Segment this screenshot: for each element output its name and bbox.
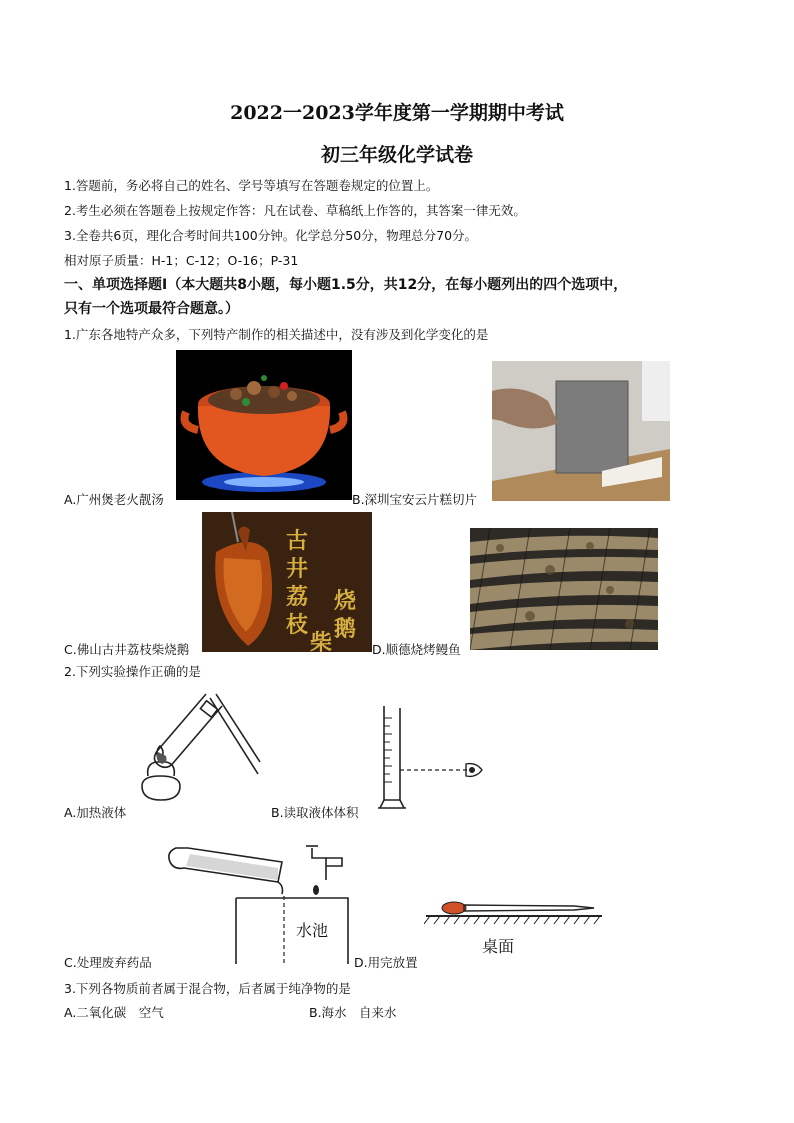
section-heading-line1: 一、单项选择题Ⅰ（本大题共8小题，每小题1.5分，共12分，在每小题列出的四个选项中，: [64, 277, 628, 293]
q3-option-a: A.二氧化碳 空气: [64, 1005, 164, 1020]
q1-option-d: D.顺德烧烤鳗鱼: [372, 642, 461, 657]
q1-image-c-char-3: 荔: [286, 585, 309, 610]
q3-stem: 3.下列各物质前者属于混合物，后者属于纯净物的是: [64, 981, 351, 996]
atomic-masses: 相对原子质量：H-1；C-12；O-16；P-31: [64, 253, 299, 268]
q1-image-clay-pot: [176, 350, 352, 500]
q2-option-b: B.读取液体体积: [271, 805, 359, 820]
q2-diagram-dropper: [424, 894, 604, 964]
exam-title: 2022一2023学年度第一学期期中考试: [230, 102, 564, 124]
instruction-2: 2.考生必须在答题卷上按规定作答：凡在试卷、草稿纸上作答的，其答案一律无效。: [64, 203, 526, 218]
q1-option-b: B.深圳宝安云片糕切片: [352, 492, 478, 507]
q1-option-a: A.广州煲老火靓汤: [64, 492, 164, 507]
exam-subtitle: 初三年级化学试卷: [320, 144, 473, 166]
q2-stem: 2.下列实验操作正确的是: [64, 664, 201, 679]
q1-image-cake-cutting: [492, 361, 670, 501]
q1-image-c-char-7: 鹅: [334, 617, 357, 642]
q2-option-c: C.处理废弃药品: [64, 955, 152, 970]
q1-image-roast-goose: [202, 512, 372, 652]
q1-image-c-char-6: 烧: [334, 589, 357, 614]
instruction-1: 1.答题前，务必将自己的姓名、学号等填写在答题卷规定的位置上。: [64, 178, 439, 193]
q1-option-c: C.佛山古井荔枝柴烧鹅: [64, 642, 190, 657]
instruction-3: 3.全卷共6页，理化合考时间共100分钟。化学总分50分，物理总分70分。: [64, 228, 478, 243]
q2-option-d: D.用完放置: [354, 955, 418, 970]
q3-option-b: B.海水 自来水: [309, 1005, 397, 1020]
q2-table-label: 桌面: [482, 937, 515, 956]
q1-image-grilled-eel: [470, 528, 658, 650]
q1-image-c-char-4: 枝: [286, 613, 309, 638]
q2-option-a: A.加热液体: [64, 805, 127, 820]
q2-diagram-reading-volume: [376, 704, 486, 812]
q1-image-c-char-2: 井: [286, 557, 309, 582]
q2-diagram-heating-liquid: [136, 690, 262, 812]
q2-diagram-waste-disposal: [166, 840, 362, 964]
q1-image-c-char-5: 柴: [310, 631, 333, 652]
q1-stem: 1.广东各地特产众多，下列特产制作的相关描述中，没有涉及到化学变化的是: [64, 327, 489, 342]
section-heading-line2: 只有一个选项最符合题意。）: [64, 301, 239, 317]
q2-sink-label: 水池: [296, 921, 329, 940]
q1-image-c-char-1: 古: [286, 529, 309, 554]
